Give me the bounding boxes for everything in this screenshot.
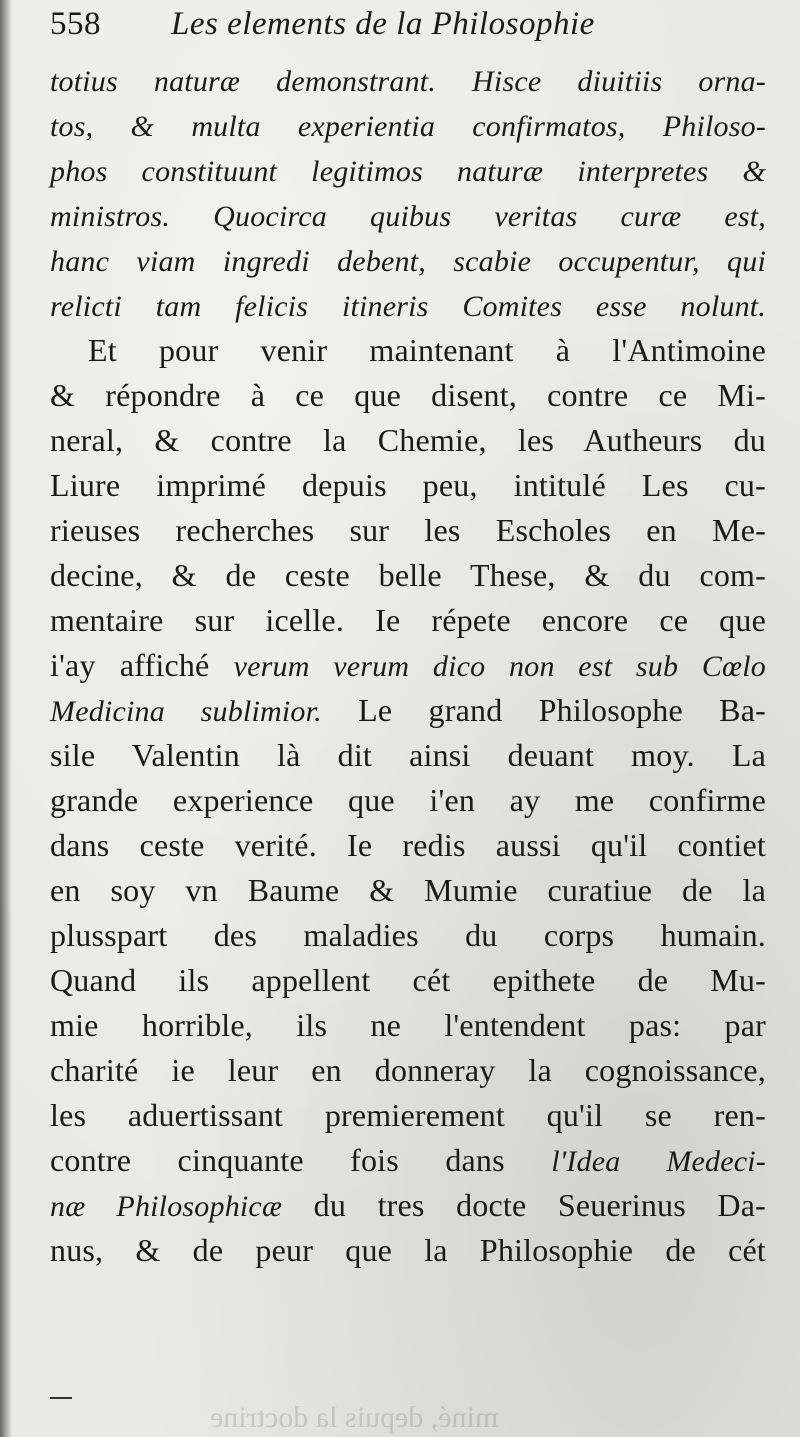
text-line	[50, 463, 766, 508]
text-body	[50, 58, 766, 1273]
french-roman-span: Le grand Philosophe Ba-	[321, 692, 766, 728]
text-line	[50, 508, 766, 553]
text-line	[50, 373, 766, 418]
text-line	[50, 688, 766, 733]
text-line	[50, 958, 766, 1003]
french-roman-span: rieuses recherches sur les Escholes en Me-	[50, 512, 766, 548]
french-roman-span: Et pour venir maintenant à l'Antimoine	[88, 332, 766, 368]
text-line	[50, 913, 766, 958]
text-line	[50, 823, 766, 868]
french-roman-span: & répondre à ce que disent, contre ce Mi-	[50, 377, 766, 413]
text-line	[50, 238, 766, 283]
latin-italic-span: hanc viam ingredi debent, scabie occupentur, qui	[50, 245, 766, 278]
french-roman-span: sile Valentin là dit ainsi deuant moy. La	[50, 737, 766, 773]
latin-italic-span: phos constituunt legitimos naturæ interpretes &	[50, 155, 766, 188]
french-roman-span: Liure imprimé depuis peu, intitulé Les cu-	[50, 467, 766, 503]
french-roman-span: Quand ils appellent cét epithete de Mu-	[50, 962, 766, 998]
text-line	[50, 868, 766, 913]
french-roman-span: mie horrible, ils ne l'entendent pas: par	[50, 1007, 766, 1043]
french-roman-span: en soy vn Baume & Mumie curatiue de la	[50, 872, 766, 908]
text-line	[50, 1138, 766, 1183]
latin-italic-span: totius naturæ demonstrant. Hisce diuitiis orna-	[50, 65, 766, 98]
text-line	[50, 1228, 766, 1273]
french-roman-span: charité ie leur en donneray la cognoissance,	[50, 1052, 766, 1088]
page-number: 558	[50, 6, 101, 42]
text-line	[50, 1183, 766, 1228]
french-roman-span: i'ay affiché	[50, 647, 234, 683]
text-line	[50, 328, 766, 373]
latin-italic-span: verum verum dico non est sub Cœlo	[233, 650, 766, 683]
running-title: Les elements de la Philosophie	[171, 6, 595, 42]
latin-italic-span: ministros. Quocirca quibus veritas curæ est,	[50, 200, 766, 233]
french-roman-span: plusspart des maladies du corps humain.	[50, 917, 766, 953]
latin-italic-span: tos, & multa experientia confirmatos, Philoso-	[50, 110, 766, 143]
french-roman-span: contre cinquante fois dans	[50, 1142, 552, 1178]
latin-italic-span: Medicina sublimior.	[50, 695, 322, 728]
text-line	[50, 283, 766, 328]
french-roman-span: du tres docte Seuerinus Da-	[282, 1187, 766, 1223]
text-line	[50, 103, 766, 148]
page-header	[50, 6, 766, 58]
latin-italic-span: relicti tam felicis itineris Comites esse nolunt.	[50, 290, 766, 323]
text-line	[50, 1093, 766, 1138]
latin-italic-span: næ Philosophicæ	[50, 1190, 283, 1223]
french-roman-span: nus, & de peur que la Philosophie de cét	[50, 1232, 766, 1268]
french-roman-span: decine, & de ceste belle These, & du com-	[50, 557, 766, 593]
text-line	[50, 778, 766, 823]
text-line	[50, 193, 766, 238]
text-line	[50, 553, 766, 598]
french-roman-span: grande experience que i'en ay me confirme	[50, 782, 766, 818]
text-line	[50, 58, 766, 103]
text-line	[50, 418, 766, 463]
show-through-text: miné, depuis la doctrine	[210, 1401, 499, 1434]
french-roman-span: les aduertissant premierement qu'il se ren-	[50, 1097, 766, 1133]
latin-italic-span: l'Idea Medeci-	[551, 1145, 766, 1178]
text-line	[50, 148, 766, 193]
french-roman-span: mentaire sur icelle. Ie répete encore ce que	[50, 602, 766, 638]
catchword-rule	[50, 1397, 72, 1399]
text-line	[50, 598, 766, 643]
binding-shadow	[0, 0, 12, 1437]
text-line	[50, 1048, 766, 1093]
french-roman-span: neral, & contre la Chemie, les Autheurs du	[50, 422, 766, 458]
text-line	[50, 733, 766, 778]
text-line	[50, 1003, 766, 1048]
french-roman-span: dans ceste verité. Ie redis aussi qu'il contiet	[50, 827, 766, 863]
text-line	[50, 643, 766, 688]
